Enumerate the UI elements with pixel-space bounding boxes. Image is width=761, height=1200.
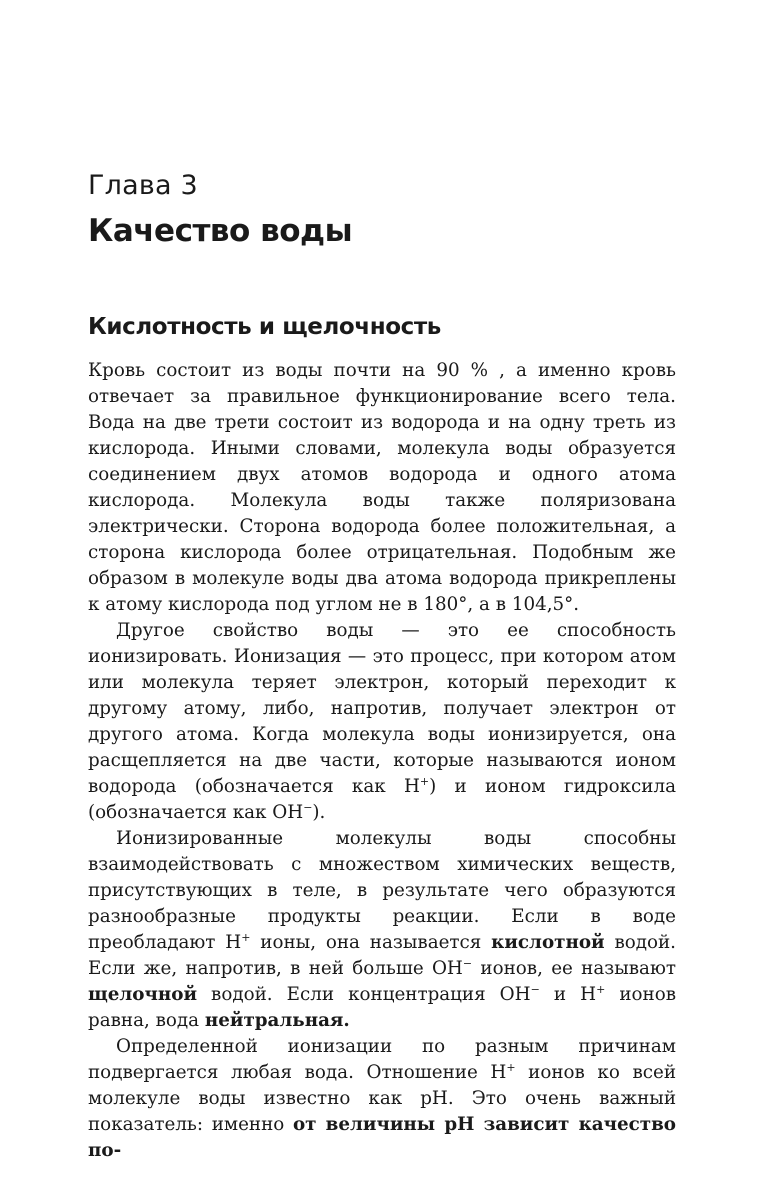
plus-superscript: + [419, 774, 430, 788]
bold-phrase-ph-quality: от величины pH зависит качество по- [88, 1114, 676, 1161]
paragraph-4-part-a: Определенной ионизации по разным причинам подвергается любая вода. Отношение H [88, 1036, 676, 1083]
paragraph-3-part-c: водой. Если же, напротив, в ней больше OH [88, 932, 676, 979]
body-text [88, 358, 676, 1164]
section-title: Кислотность и щелочность [88, 314, 441, 340]
paragraph-4 [88, 1034, 676, 1164]
paragraph-3-part-a: Ионизированные молекулы воды способны взаимодействовать с множеством химических веществ, присутствующих в теле, в результате чего образуются разнообразные продукты реакции. Если в воде преобладают H [88, 828, 676, 953]
chapter-title: Качество воды [88, 213, 353, 249]
paragraph-2-part-b: ) и ионом гидроксила (обозначается как OH [88, 776, 676, 823]
bold-term-acidic: кислотной [491, 932, 605, 953]
minus-superscript: − [303, 800, 313, 814]
paragraph-4-part-b: ионов ко всей молекуле воды известно как pH. Это очень важный показатель: именно [88, 1062, 676, 1135]
paragraph-2-part-a: Другое свойство воды — это ее способность ионизировать. Ионизация — это процесс, при котором атом или молекула теряет электрон, который переходит к другому атому, либо, напротив, получает электрон от другого атома. Когда молекула воды ионизируется, она расщепляется на две части, которые называются ионом водорода (обозначается как H [88, 620, 676, 797]
paragraph-3-part-f: и H [539, 984, 597, 1005]
paragraph-1-text: Кровь состоит из воды почти на 90 % , а именно кровь отвечает за правильное функционирование всего тела. Вода на две трети состоит из водорода и на одну треть из кислорода. Иными словами, молекула воды образуется соединением двух атомов водорода и одного атома кислорода. Молекула воды также поляризована электрически. Сторона водорода более положительная, а сторона кислорода более отрицательная. Подобным же образом в молекуле воды два атома водорода прикреплены к атому кислорода под углом не в 180°, а в 104,5°. [88, 360, 676, 615]
paragraph-3-part-e: водой. Если концентрация OH [197, 984, 531, 1005]
paragraph-2-part-c: ). [312, 802, 326, 823]
paragraph-3-part-b: ионы, она называется [250, 932, 492, 953]
chapter-label: Глава 3 [88, 170, 198, 201]
bold-term-alkaline: щелочной [88, 984, 198, 1005]
paragraph-2 [88, 618, 676, 826]
paragraph-3 [88, 826, 676, 1034]
paragraph-3-part-g: ионов равна, вода [88, 984, 676, 1031]
paragraph-3-part-d: ионов, ее называют [472, 958, 676, 979]
minus-superscript: − [530, 982, 540, 996]
bold-term-neutral: нейтральная. [204, 1010, 350, 1031]
plus-superscript: + [241, 930, 251, 944]
plus-superscript: + [506, 1060, 516, 1074]
plus-superscript: + [596, 982, 606, 996]
paragraph-1 [88, 358, 676, 618]
minus-superscript: − [462, 956, 473, 970]
